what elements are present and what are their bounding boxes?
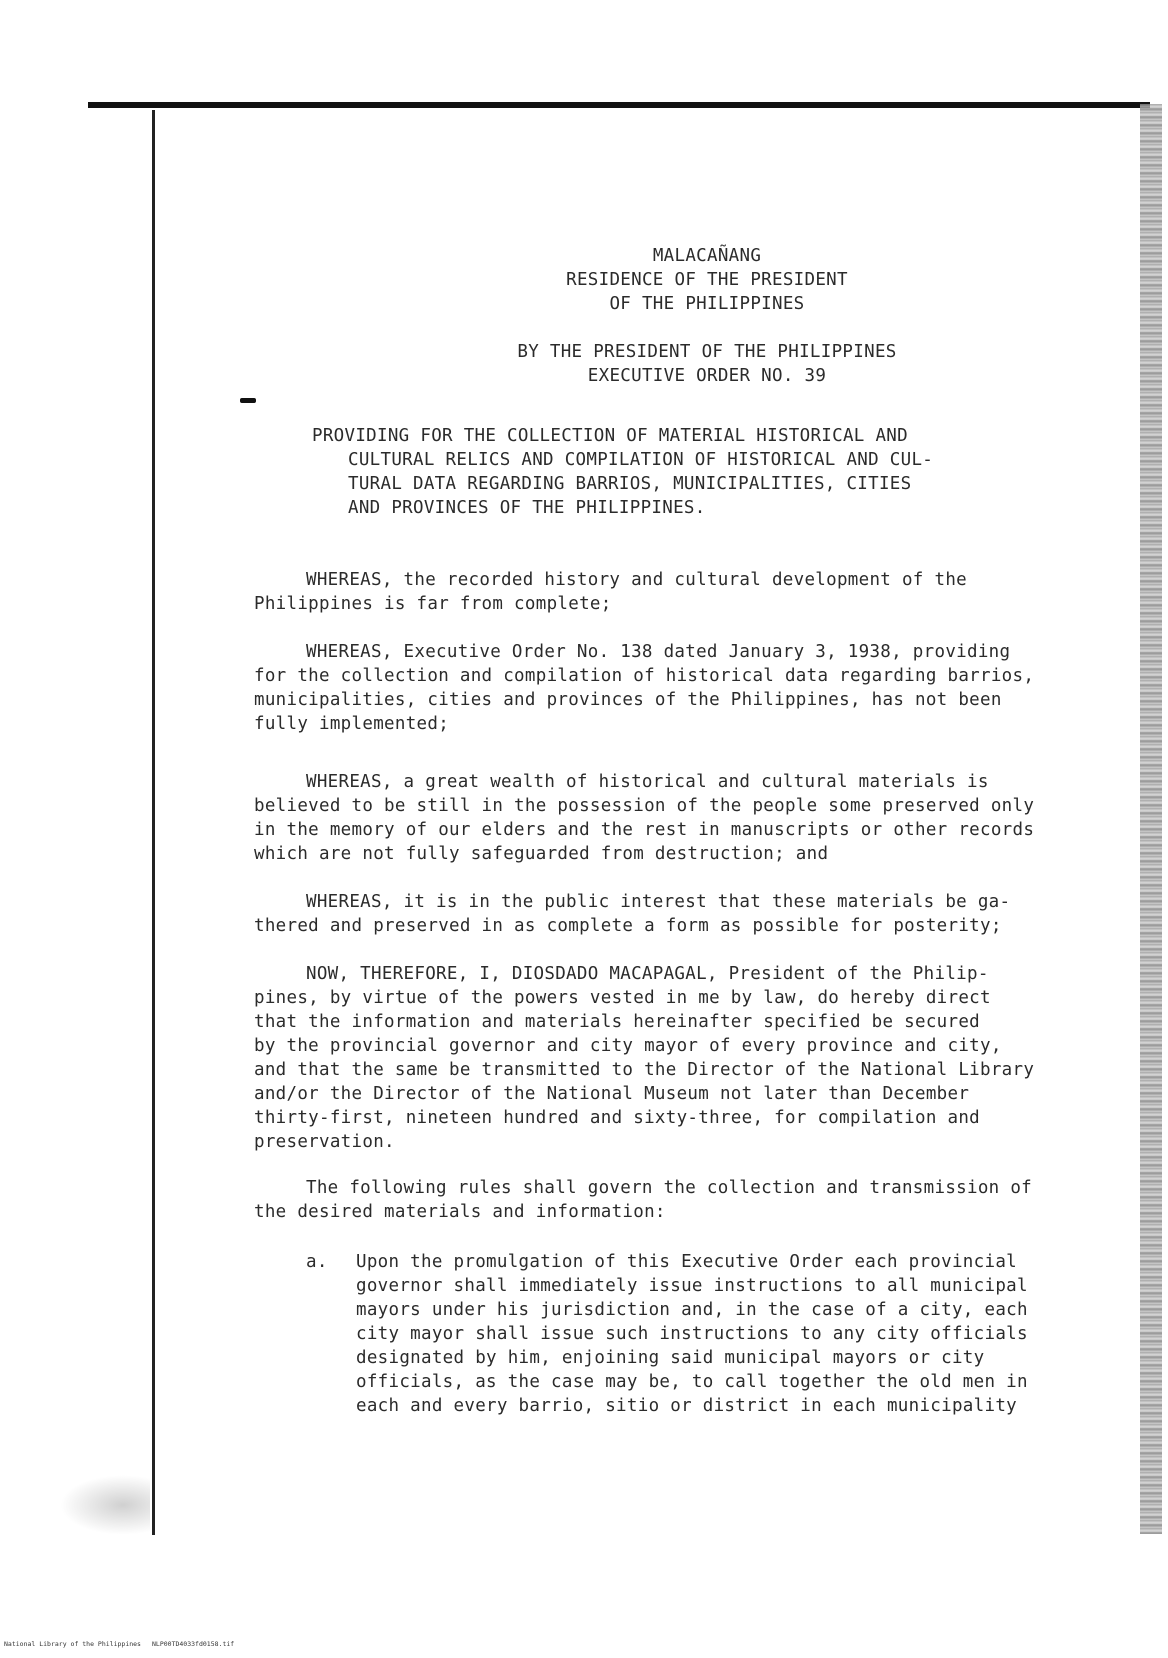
- page-scan-smudge: [60, 1475, 150, 1535]
- para-3-line-2: believed to be still in the possession of the people some preserved only: [254, 796, 1035, 816]
- item-a-line-4: city mayor shall issue such instructions to any city officials: [356, 1324, 1028, 1344]
- para-5-line-5: and that the same be transmitted to the Director of the National Library: [254, 1060, 1035, 1080]
- para-1-line-1: WHEREAS, the recorded history and cultural development of the: [306, 570, 967, 590]
- footer-library: National Library of the Philippines: [4, 1640, 141, 1648]
- title-line-1: PROVIDING FOR THE COLLECTION OF MATERIAL HISTORICAL AND: [312, 426, 908, 446]
- item-a-marker: a.: [306, 1252, 328, 1272]
- para-5-line-6: and/or the Director of the National Museum not later than December: [254, 1084, 970, 1104]
- title-line-3: TURAL DATA REGARDING BARRIOS, MUNICIPALITIES, CITIES: [348, 474, 912, 494]
- para-4-line-1: WHEREAS, it is in the public interest that these materials be ga-: [306, 892, 1011, 912]
- header-line-3: OF THE PHILIPPINES: [609, 294, 805, 314]
- para-3-line-3: in the memory of our elders and the rest in manuscripts or other records: [254, 820, 1035, 840]
- para-6-line-1: The following rules shall govern the collection and transmission of: [306, 1178, 1033, 1198]
- item-a-line-3: mayors under his jurisdiction and, in the case of a city, each: [356, 1300, 1028, 1320]
- item-a-line-5: designated by him, enjoining said municipal mayors or city: [356, 1348, 985, 1368]
- para-2-line-3: municipalities, cities and provinces of the Philippines, has not been: [254, 690, 1002, 710]
- header-line-2: RESIDENCE OF THE PRESIDENT: [566, 270, 848, 290]
- para-3-line-4: which are not fully safeguarded from destruction; and: [254, 844, 829, 864]
- para-4-line-2: thered and preserved in as complete a form as possible for posterity;: [254, 916, 1002, 936]
- page-top-rule: [88, 102, 1150, 108]
- item-a-line-1: Upon the promulgation of this Executive Order each provincial: [356, 1252, 1017, 1272]
- para-3-line-1: WHEREAS, a great wealth of historical and cultural materials is: [306, 772, 989, 792]
- para-5-line-4: by the provincial governor and city mayor of every province and city,: [254, 1036, 1002, 1056]
- order-heading-line-1: BY THE PRESIDENT OF THE PHILIPPINES: [517, 342, 897, 362]
- footer-file: NLP00TD4033fd0158.tif: [152, 1640, 235, 1648]
- item-a-line-2: governor shall immediately issue instructions to all municipal: [356, 1276, 1028, 1296]
- para-2-line-4: fully implemented;: [254, 714, 450, 734]
- page-right-edge: [1140, 104, 1162, 1534]
- header-line-1: MALACAÑANG: [652, 246, 762, 266]
- order-heading-line-2: EXECUTIVE ORDER NO. 39: [587, 366, 827, 386]
- item-a-line-6: officials, as the case may be, to call together the old men in: [356, 1372, 1028, 1392]
- title-line-2: CULTURAL RELICS AND COMPILATION OF HISTORICAL AND CUL-: [348, 450, 934, 470]
- para-5-line-1: NOW, THEREFORE, I, DIOSDADO MACAPAGAL, President of the Philip-: [306, 964, 989, 984]
- title-line-4: AND PROVINCES OF THE PHILIPPINES.: [348, 498, 706, 518]
- para-1-line-2: Philippines is far from complete;: [254, 594, 612, 614]
- margin-mark: [240, 398, 256, 403]
- para-5-line-2: pines, by virtue of the powers vested in me by law, do hereby direct: [254, 988, 991, 1008]
- para-5-line-7: thirty-first, nineteen hundred and sixty-three, for compilation and: [254, 1108, 981, 1128]
- page-left-rule: [152, 110, 155, 1535]
- para-5-line-8: preservation.: [254, 1132, 395, 1152]
- para-6-line-2: the desired materials and information:: [254, 1202, 666, 1222]
- para-5-line-3: that the information and materials hereinafter specified be secured: [254, 1012, 981, 1032]
- para-2-line-2: for the collection and compilation of historical data regarding barrios,: [254, 666, 1035, 686]
- para-2-line-1: WHEREAS, Executive Order No. 138 dated January 3, 1938, providing: [306, 642, 1011, 662]
- item-a-line-7: each and every barrio, sitio or district in each municipality: [356, 1396, 1017, 1416]
